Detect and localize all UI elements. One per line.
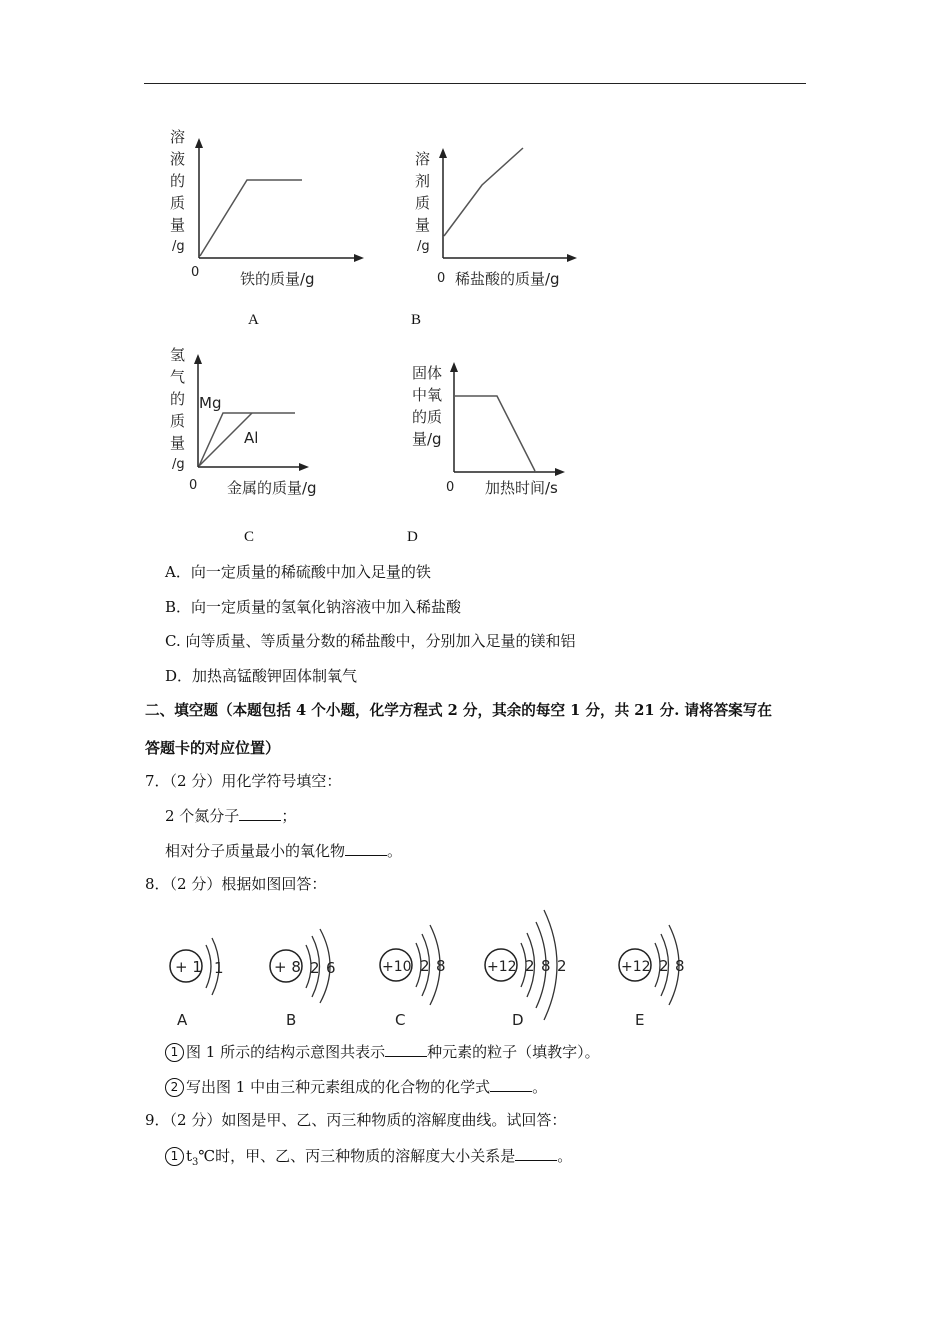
- svg-text:质: 质: [415, 194, 431, 212]
- atom-e: [619, 925, 685, 1029]
- graph-c-origin: 0: [189, 478, 198, 493]
- svg-text:的: 的: [170, 172, 186, 190]
- graph-b-origin: 0: [437, 271, 446, 286]
- graph-b: [405, 120, 615, 295]
- q9-sub-1: 1 $t_3℃$时，甲、乙、丙三种物质的溶解度大小关系是 。: [165, 1145, 572, 1173]
- svg-text:中氧: 中氧: [412, 386, 443, 404]
- header-rule: [144, 83, 806, 84]
- graph-d-origin: 0: [446, 480, 455, 495]
- svg-text:量: 量: [170, 434, 186, 452]
- option-d: D．加热高锰酸钾固体制氧气: [165, 667, 358, 685]
- option-a: A．向一定质量的稀硫酸中加入足量的铁: [165, 563, 431, 581]
- svg-text:气: 气: [170, 368, 186, 386]
- svg-text:1: 1: [214, 959, 224, 977]
- q7-part-a: 2 个氮分子 ；: [165, 807, 297, 825]
- svg-text:/g: /g: [417, 239, 430, 254]
- svg-text:8: 8: [675, 957, 685, 975]
- circled-number-1: 1: [165, 1043, 184, 1062]
- svg-text:E: E: [635, 1011, 645, 1029]
- q8-sub-2: 2 写出图 1 中由三种元素组成的化合物的化学式 。: [165, 1076, 547, 1097]
- svg-text:A: A: [177, 1011, 188, 1029]
- section-2-heading: 二、填空题（本题包括 4 个小题，化学方程式 2 分，其余的每空 1 分，共 21 分. 请将答案写在: [145, 702, 772, 719]
- svg-text:2: 2: [557, 957, 567, 975]
- svg-text:B: B: [286, 1011, 297, 1029]
- graph-a-x-label: 铁的质量/g: [240, 270, 315, 288]
- svg-text:的质: 的质: [412, 408, 443, 426]
- svg-text:质: 质: [170, 412, 186, 430]
- svg-text:液: 液: [170, 150, 186, 168]
- graph-d-curve: [455, 396, 535, 471]
- graph-a-curve: [200, 180, 302, 256]
- svg-text:C: C: [395, 1011, 406, 1029]
- option-b: B．向一定质量的氢氧化钠溶液中加入稀盐酸: [165, 598, 462, 616]
- atom-b: [270, 929, 336, 1029]
- graph-c-y-label: [170, 346, 185, 472]
- graph-b-label: B: [411, 312, 422, 328]
- graph-a-y-label: [170, 128, 185, 254]
- graph-c-al-label: Al: [244, 429, 259, 447]
- q8-blank-2[interactable]: [490, 1076, 532, 1092]
- svg-text:量: 量: [170, 216, 186, 234]
- svg-text:8: 8: [436, 957, 446, 975]
- svg-text:+ 8: + 8: [274, 958, 301, 976]
- svg-text:/g: /g: [172, 239, 185, 254]
- graph-a: [160, 120, 370, 295]
- svg-text:2: 2: [659, 957, 669, 975]
- option-c: C. 向等质量、等质量分数的稀盐酸中，分别加入足量的镁和铝: [165, 632, 576, 650]
- graph-d-label: D: [407, 529, 418, 545]
- graph-d-x-label: 加热时间/s: [485, 479, 558, 497]
- graph-d: [405, 345, 615, 505]
- svg-text:2: 2: [420, 957, 430, 975]
- circled-number-2: 2: [165, 1078, 184, 1097]
- graph-c-mg-label: Mg: [199, 394, 222, 412]
- svg-text:6: 6: [326, 959, 336, 977]
- q7-blank-b[interactable]: [345, 840, 387, 856]
- graph-b-curve: [444, 148, 523, 236]
- atom-c: [380, 925, 446, 1029]
- graph-a-origin: 0: [191, 265, 200, 280]
- q7-part-b: 相对分子质量最小的氧化物 。: [165, 842, 403, 860]
- q8-stem: 8．（2 分）根据如图回答：: [145, 875, 327, 893]
- atom-a: [170, 938, 224, 1029]
- circled-number-1: 1: [165, 1147, 184, 1166]
- svg-text:剂: 剂: [415, 172, 431, 190]
- svg-text:2: 2: [310, 959, 320, 977]
- svg-text:溶: 溶: [170, 128, 186, 146]
- svg-text:的: 的: [170, 390, 186, 408]
- q9-blank-1[interactable]: [515, 1145, 557, 1161]
- svg-text:质: 质: [170, 194, 186, 212]
- svg-text:+10: +10: [382, 959, 412, 975]
- q8-blank-1[interactable]: [385, 1041, 427, 1057]
- svg-text:氢: 氢: [170, 346, 186, 364]
- graph-a-label: A: [248, 312, 259, 328]
- q8-sub-1: 1 图 1 所示的结构示意图共表示 种元素的粒子（填教字）。: [165, 1041, 600, 1062]
- svg-text:+12: +12: [621, 959, 651, 975]
- q7-stem: 7．（2 分）用化学符号填空：: [145, 772, 342, 790]
- svg-text:量: 量: [415, 216, 431, 234]
- q9-stem: 9．（2 分）如图是甲、乙、丙三种物质的溶解度曲线。试回答：: [145, 1111, 567, 1129]
- section-2-heading-cont: 答题卡的对应位置）: [145, 739, 281, 757]
- svg-text:8: 8: [541, 957, 551, 975]
- graph-c-label: C: [244, 529, 255, 545]
- graph-b-y-label: [415, 150, 430, 254]
- svg-text:/g: /g: [172, 457, 185, 472]
- svg-text:+12: +12: [487, 959, 517, 975]
- svg-text:溶: 溶: [415, 150, 431, 168]
- svg-text:量/g: 量/g: [412, 430, 442, 448]
- atomic-structure-diagrams: [160, 905, 700, 1035]
- svg-text:+ 1: + 1: [175, 958, 202, 976]
- graph-d-y-label: [412, 364, 442, 448]
- atom-d: [485, 910, 567, 1029]
- q7-blank-a[interactable]: [239, 805, 281, 821]
- svg-text:2: 2: [525, 957, 535, 975]
- graph-b-x-label: 稀盐酸的质量/g: [455, 270, 560, 288]
- graph-c: [160, 340, 370, 505]
- graph-c-x-label: 金属的质量/g: [227, 479, 317, 497]
- svg-text:D: D: [512, 1011, 524, 1029]
- svg-text:固体: 固体: [412, 364, 443, 382]
